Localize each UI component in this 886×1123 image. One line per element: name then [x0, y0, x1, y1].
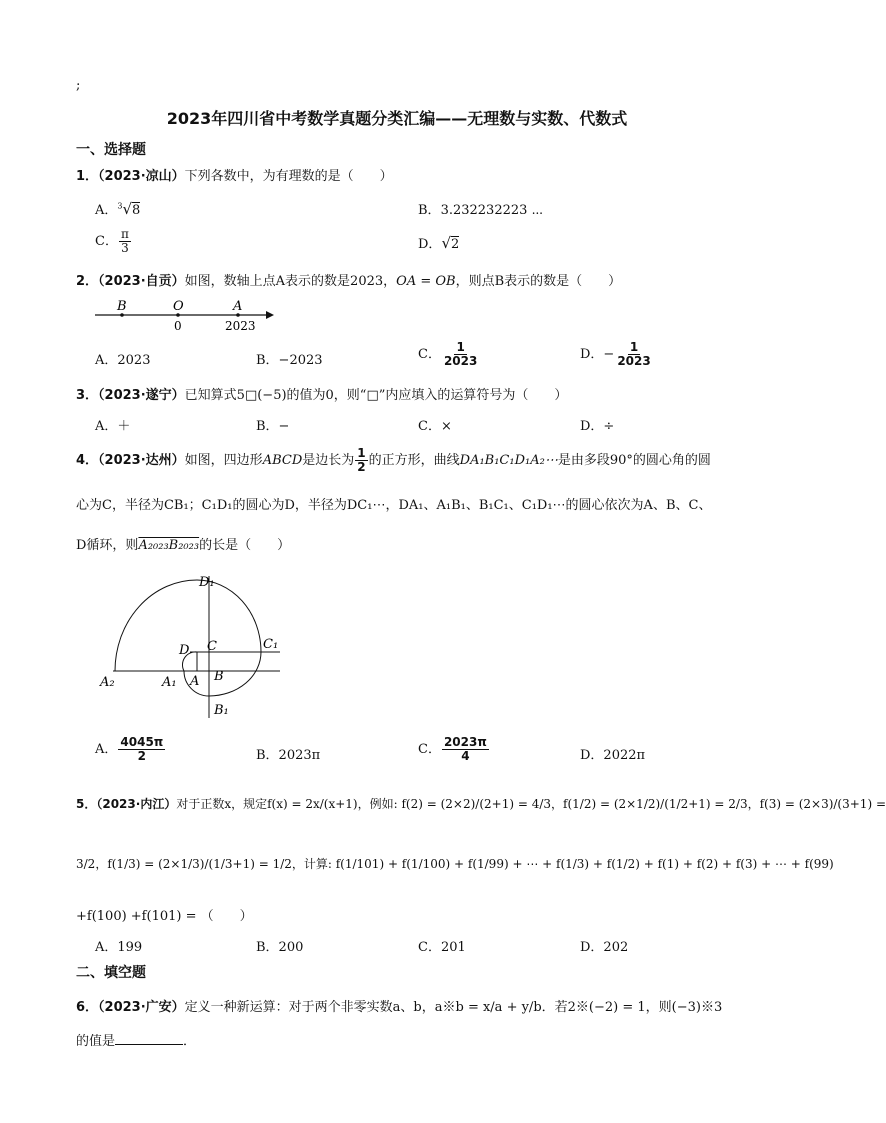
question-5-line-3: +f(100) +f(101) = （ ） [76, 909, 253, 924]
q2-option-c [418, 341, 480, 368]
question-number: 2． [76, 274, 99, 289]
question-3 [76, 384, 567, 403]
denominator: 3 [121, 241, 129, 255]
question-text: ，则点B表示的数是（ ） [455, 274, 622, 289]
question-text: 对于正数x，规定f(x) = 2x/(x+1)，例如: f(2) = (2×2)/(2+1) = 4/3，f(1/2) = (2×1/2)/(1/2+1) = 2/3，f(3) = (2×3)/(3+1) = [176, 797, 886, 811]
question-1 [76, 165, 393, 184]
label-o: O [173, 299, 184, 314]
question-source: （2023·遂宁） [98, 388, 185, 403]
numerator: π [120, 227, 129, 241]
q5-option-c: C．201 [418, 940, 466, 955]
option-label: B． [418, 203, 441, 218]
numerator: 4045π [120, 735, 164, 749]
spiral-figure [95, 568, 290, 728]
q1-option-b [418, 199, 543, 218]
question-source: （2023·自贡） [98, 274, 185, 289]
label-a2: A₂ [100, 675, 115, 690]
question-text: 的正方形，曲线 [368, 453, 460, 468]
question-text: 定义一种新运算：对于两个非零实数a、b，a※b = x/a + y/b．若2※(−2) = 1，则(−3)※3 [184, 1000, 723, 1015]
question-text: 是由多段90°的圆心角的圆 [557, 453, 711, 468]
q2-option-d [580, 341, 654, 368]
q5-option-b: B．200 [256, 940, 304, 955]
q5-option-a: A．199 [95, 940, 143, 955]
q4-option-b: B．2023π [256, 748, 321, 763]
q4-option-a [95, 736, 166, 763]
section-heading-choice: 一、选择题 [76, 142, 146, 158]
fraction [442, 341, 479, 368]
number-line-figure [90, 296, 280, 336]
q3-option-c: C．× [418, 419, 452, 434]
question-6-line-2 [76, 1030, 196, 1049]
radicand: 8 [132, 203, 141, 218]
radical-sign-icon: √ [122, 200, 133, 218]
label-zero: 0 [174, 319, 182, 333]
q5-option-d: D．202 [580, 940, 629, 955]
question-4-line-2: 心为C，半径为CB₁；C₁D₁的圆心为D，半径为DC₁⋯，DA₁、A₁B₁、B₁C₁、C₁D₁⋯的圆心依次为A、B、C、 [76, 498, 712, 513]
radical-sign-icon: √ [441, 234, 451, 252]
question-number: 3． [76, 388, 99, 403]
question-2 [76, 270, 621, 289]
question-text: 的长是（ ） [199, 538, 291, 553]
option-label: D．− [580, 347, 615, 362]
q4-option-c [418, 736, 490, 763]
q2-option-b: B．−2023 [256, 353, 323, 368]
question-text: 是边长为 [302, 453, 355, 468]
question-4-line-3 [76, 534, 290, 553]
label-2023: 2023 [225, 319, 256, 333]
option-label: C． [418, 347, 441, 362]
q1-option-d [418, 233, 459, 252]
numerator: 1 [357, 446, 366, 460]
question-number: 6． [76, 1000, 99, 1015]
option-label: A． [95, 742, 118, 757]
denominator: 2023 [617, 354, 651, 368]
label-a: A [233, 299, 243, 314]
option-value: 3.232232223 ⋯ [440, 203, 544, 218]
fraction-half [355, 447, 367, 474]
question-4-line-1 [76, 447, 711, 474]
math-arc: A₂₀₂₃B₂₀₂₃ [138, 538, 200, 553]
fraction [118, 736, 165, 763]
fraction [615, 341, 652, 368]
label-c1: C₁ [263, 637, 279, 652]
q4-option-d: D．2022π [580, 748, 646, 763]
label-d: D [179, 643, 190, 658]
question-text: D循环，则 [76, 538, 139, 553]
question-text: 的值是 [76, 1034, 116, 1049]
denominator: 2023 [443, 354, 478, 368]
axis-arrow-icon [266, 311, 274, 319]
fraction [442, 736, 489, 763]
option-label: C． [95, 234, 118, 249]
radicand: 2 [451, 237, 460, 252]
denominator: 2 [357, 460, 366, 474]
answer-blank[interactable] [115, 1032, 183, 1045]
option-label: C． [418, 742, 441, 757]
section-heading-fill: 二、填空题 [76, 965, 146, 981]
q2-option-a: A．2023 [95, 353, 151, 368]
label-a1: A₁ [162, 675, 177, 690]
label-b: B [214, 669, 224, 684]
question-5-line-2: 3/2，f(1/3) = (2×1/3)/(1/3+1) = 1/2，计算: f(1/101) + f(1/100) + f(1/99) + ⋯ + f(1/3) + f(1/2) + f(1) + f(2) + f(3) + ⋯ + f(99) [76, 857, 834, 871]
q3-option-a: A．＋ [95, 419, 131, 434]
root-index: 3 [117, 201, 123, 211]
question-number: 4． [76, 453, 99, 468]
question-text: 已知算式5□(−5)的值为0，则“□”内应填入的运算符号为（ ） [184, 388, 568, 403]
fraction [119, 228, 131, 255]
option-label: D． [418, 237, 442, 252]
page-title: 2023年四川省中考数学真题分类汇编——无理数与实数、代数式 [166, 109, 628, 128]
label-b1: B₁ [214, 703, 229, 718]
label-b: B [117, 299, 127, 314]
numerator: 1 [456, 340, 465, 354]
question-5-line-1 [76, 795, 886, 812]
q3-option-b: B．− [256, 419, 290, 434]
question-text: ． [183, 1034, 197, 1049]
numerator: 1 [629, 340, 639, 354]
math-abcd: ABCD [262, 453, 303, 468]
math-curve: DA₁B₁C₁D₁A₂⋯ [459, 453, 558, 468]
question-6-line-1 [76, 996, 722, 1015]
question-source: （2023·内江） [96, 797, 177, 811]
top-mark: ; [76, 78, 81, 93]
equation: OA = OB [396, 274, 456, 289]
option-label: A． [95, 203, 118, 218]
question-text: 如图，数轴上点A表示的数是2023， [184, 274, 397, 289]
question-text: 如图，四边形 [184, 453, 263, 468]
q1-option-c [95, 228, 132, 255]
question-number: 5． [76, 797, 97, 811]
label-c: C [207, 639, 217, 654]
question-source: （2023·广安） [98, 1000, 185, 1015]
question-source: （2023·凉山） [98, 169, 185, 184]
q3-option-d: D．÷ [580, 419, 615, 434]
question-text: 下列各数中，为有理数的是（ ） [184, 169, 393, 184]
question-number: 1． [76, 169, 99, 184]
denominator: 4 [461, 749, 470, 763]
q1-option-a [95, 199, 140, 218]
label-a: A [190, 674, 200, 689]
question-source: （2023·达州） [98, 453, 185, 468]
denominator: 2 [137, 749, 147, 763]
label-d1: D₁ [199, 575, 215, 590]
numerator: 2023π [443, 735, 487, 749]
